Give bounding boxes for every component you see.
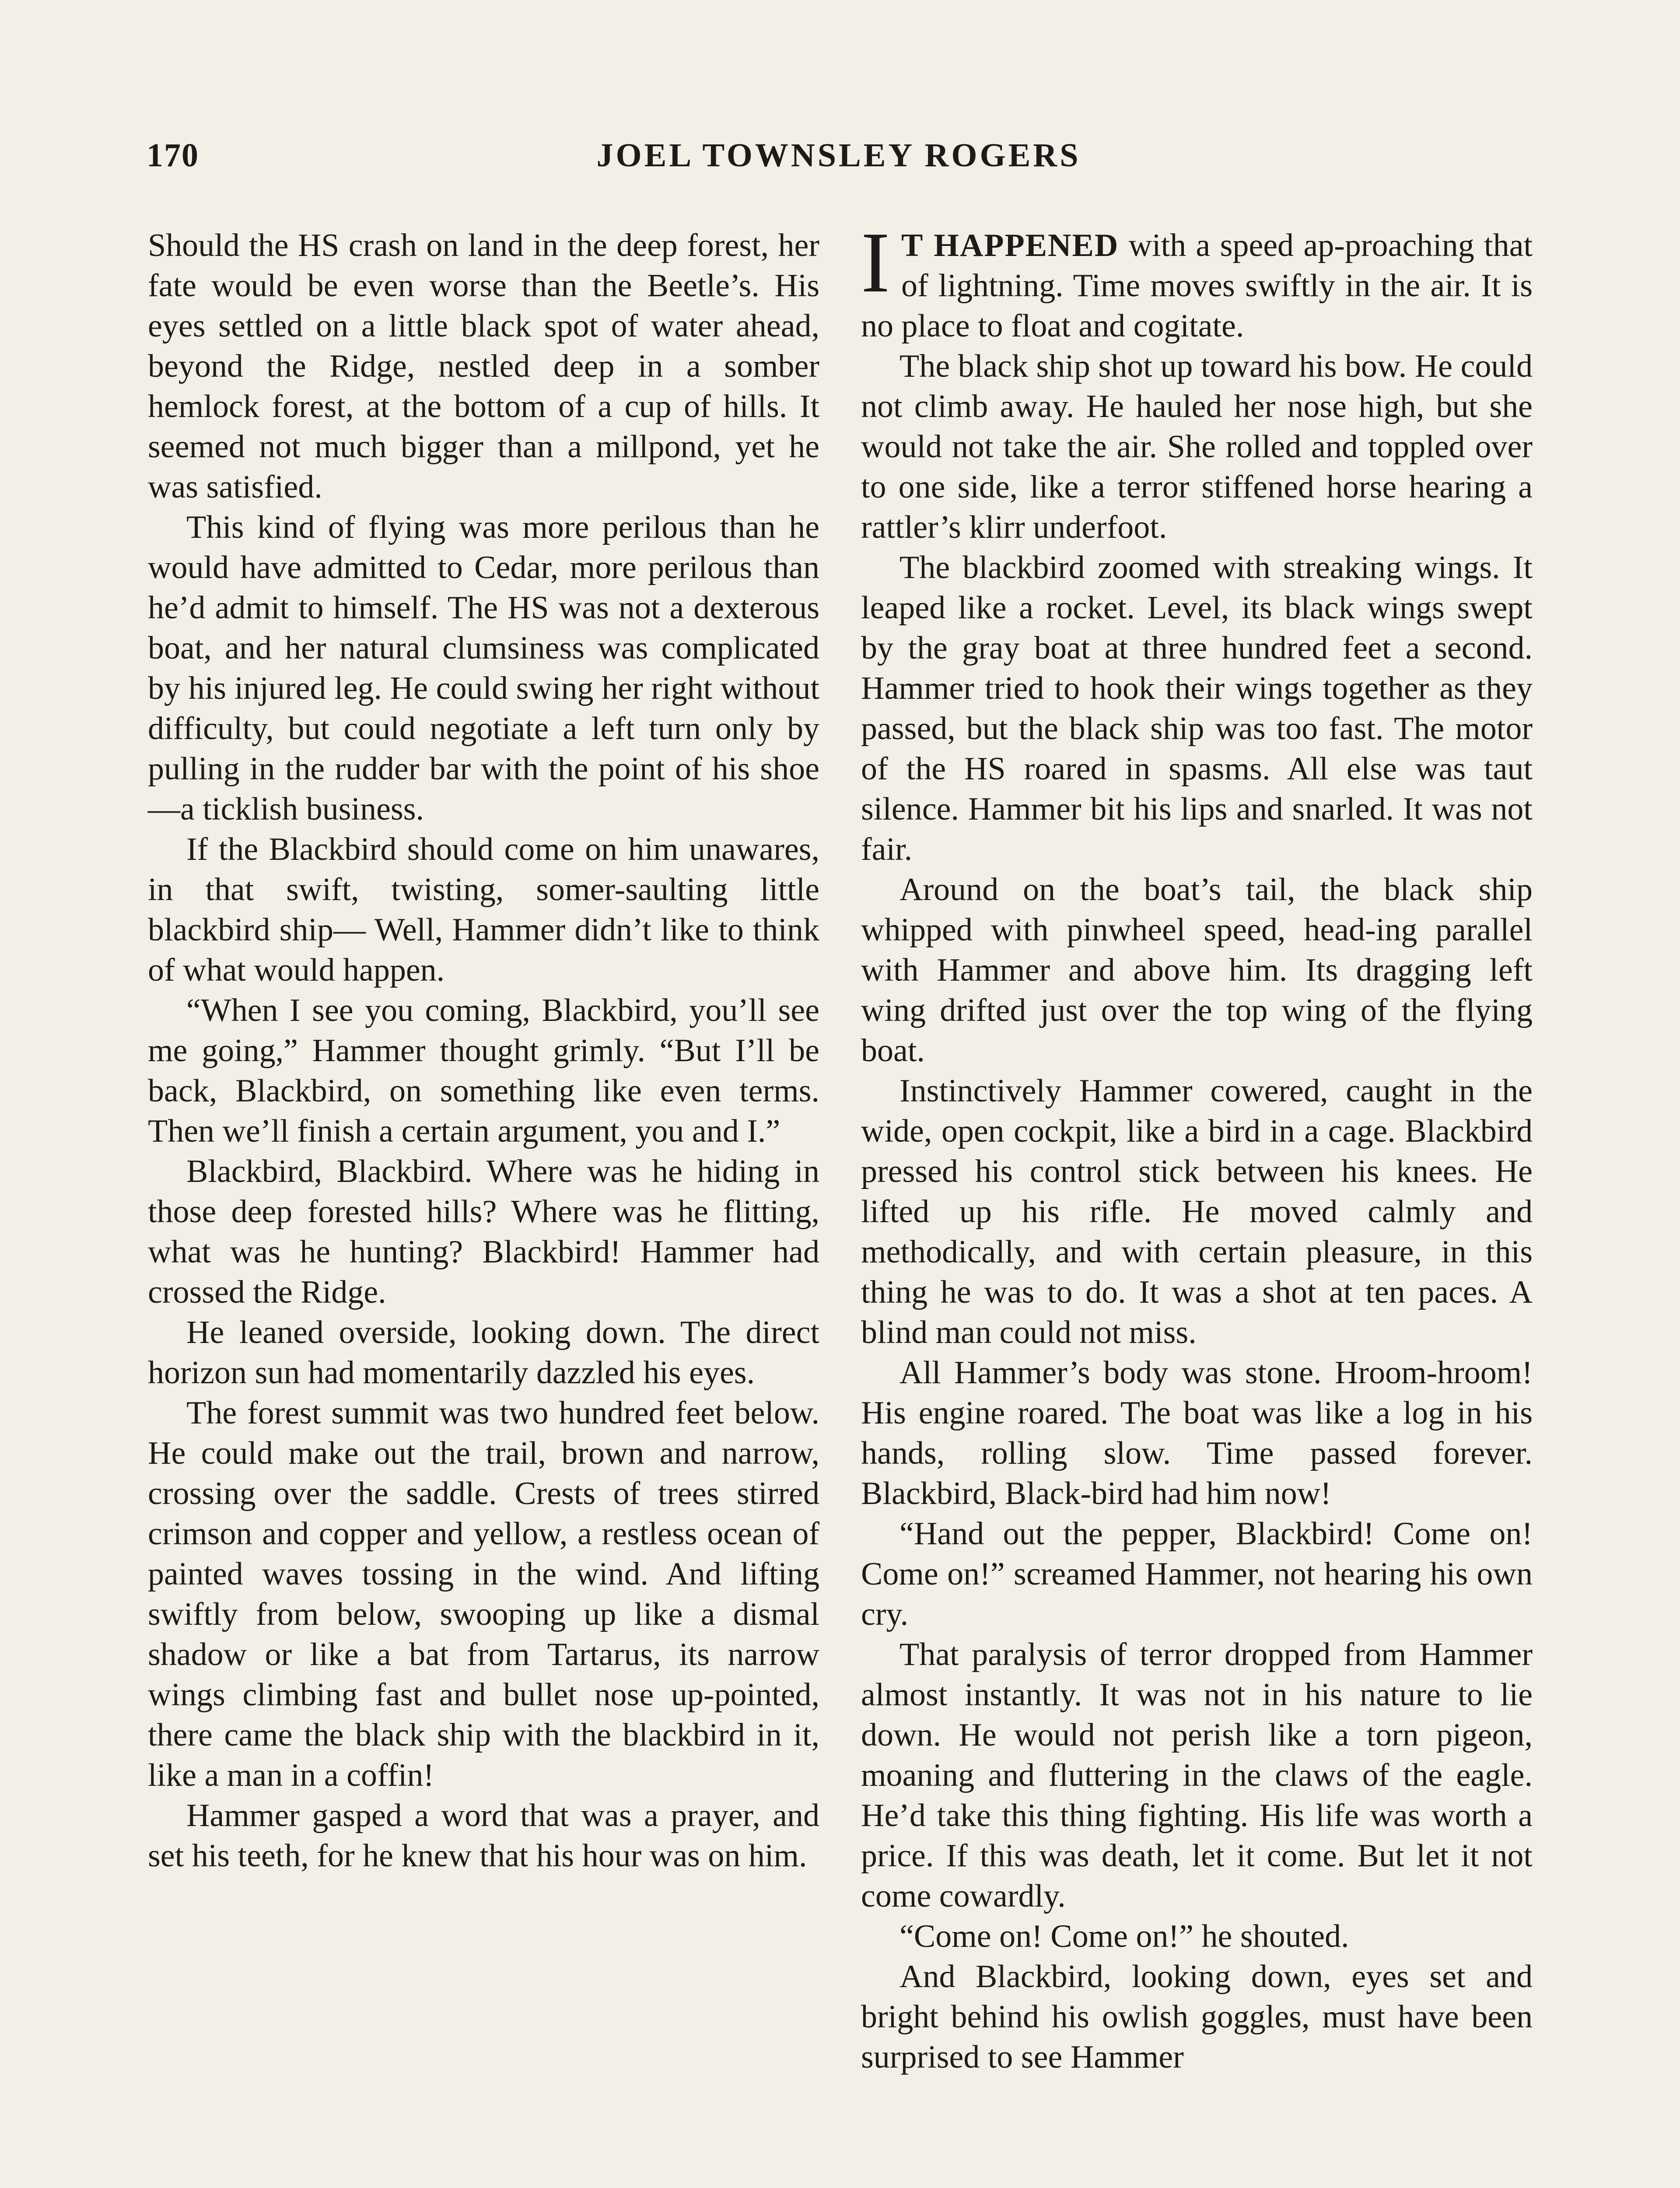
paragraph: Blackbird, Blackbird. Where was he hiding in those deep forested hills? Where was he flitting, what was he hunting? Blackbird! Hammer had crossed the Ridge.	[148, 1154, 819, 1310]
lead-in-caps: T HAPPENED	[901, 228, 1119, 263]
author-name: JOEL TOWNSLEY ROGERS	[596, 137, 1081, 174]
paragraph: And Blackbird, looking down, eyes set and bright behind his owlish goggles, must have been surprised to see Hammer	[861, 1959, 1533, 2075]
left-column	[148, 225, 819, 1876]
paragraph: The blackbird zoomed with streaking wings. It leaped like a rocket. Level, its black wings swept by the gray boat at three hundred feet a second. Hammer tried to hook their wings together as they passed, but the black ship was too fast. The motor of the HS roared in spasms. All else was taut silence. Hammer bit his lips and snarled. It was not fair.	[861, 550, 1533, 867]
opening-paragraph-text: with a speed ap-proaching that of lightning. Time moves swiftly in the air. It is no place to float and cogitate.	[861, 228, 1533, 344]
paragraph: “Come on! Come on!” he shouted.	[900, 1918, 1349, 1954]
paragraph: The black ship shot up toward his bow. He could not climb away. He hauled her nose high, but she would not take the air. She rolled and toppled over to one side, like a terror stiffened horse hearing a rattler’s klirr underfoot.	[861, 348, 1533, 545]
page-number: 170	[147, 137, 199, 174]
paragraph: Instinctively Hammer cowered, caught in the wide, open cockpit, like a bird in a cage. Blackbird pressed his control stick between his knees. He lifted up his rifle. He moved calmly and methodically, and with certain pleasure, in this thing he was to do. It was a shot at ten paces. A blind man could not miss.	[861, 1073, 1533, 1350]
paragraph: This kind of flying was more perilous than he would have admitted to Cedar, more perilous than he’d admit to himself. The HS was not a dexterous boat, and her natural clumsiness was complicated by his injured leg. He could swing her right without difficulty, but could negotiate a left turn only by pulling in the rudder bar with the point of his shoe—a ticklish business.	[148, 509, 819, 827]
paragraph: “When I see you coming, Blackbird, you’ll see me going,” Hammer thought grimly. “But I’ll be back, Blackbird, on something like even terms. Then we’ll finish a certain argument, you and I.”	[148, 992, 819, 1149]
opening-paragraph	[861, 214, 1533, 346]
paragraph: Should the HS crash on land in the deep forest, her fate would be even worse than the Beetle’s. His eyes settled on a little black spot of water ahead, beyond the Ridge, nestled deep in a somber hemlock forest, at the bottom of a cup of hills. It seemed not much bigger than a millpond, yet he was satisfied.	[148, 228, 819, 505]
paragraph: He leaned overside, looking down. The direct horizon sun had momentarily dazzled his eyes.	[148, 1315, 819, 1391]
paragraph: Hammer gasped a word that was a prayer, and set his teeth, for he knew that his hour was on him.	[148, 1798, 819, 1874]
paragraph: All Hammer’s body was stone. Hroom-hroom! His engine roared. The boat was like a log in his hands, rolling slow. Time passed forever. Blackbird, Black-bird had him now!	[861, 1355, 1533, 1511]
paragraph: The forest summit was two hundred feet below. He could make out the trail, brown and narrow, crossing over the saddle. Crests of trees stirred crimson and copper and yellow, a restless ocean of painted waves tossing in the wind. And lifting swiftly from below, swooping up like a dismal shadow or like a bat from Tartarus, its narrow wings climbing fast and bullet nose up-pointed, there came the black ship with the blackbird in it, like a man in a coffin!	[148, 1395, 819, 1793]
drop-cap: I	[861, 214, 890, 310]
running-head	[147, 137, 1531, 185]
paragraph: If the Blackbird should come on him unawares, in that swift, twisting, somer-saulting little blackbird ship— Well, Hammer didn’t like to think of what would happen.	[148, 831, 819, 988]
paragraph: Around on the boat’s tail, the black ship whipped with pinwheel speed, head-ing parallel with Hammer and above him. Its dragging left wing drifted just over the top wing of the flying boat.	[861, 872, 1533, 1069]
paragraph: That paralysis of terror dropped from Hammer almost instantly. It was not in his nature to lie down. He would not perish like a torn pigeon, moaning and fluttering in the claws of the eagle. He’d take this thing fighting. His life was worth a price. If this was death, let it come. But let it not come cowardly.	[861, 1637, 1533, 1914]
paragraph: “Hand out the pepper, Blackbird! Come on! Come on!” screamed Hammer, not hearing his own cry.	[861, 1516, 1533, 1632]
right-column	[861, 214, 1533, 2077]
